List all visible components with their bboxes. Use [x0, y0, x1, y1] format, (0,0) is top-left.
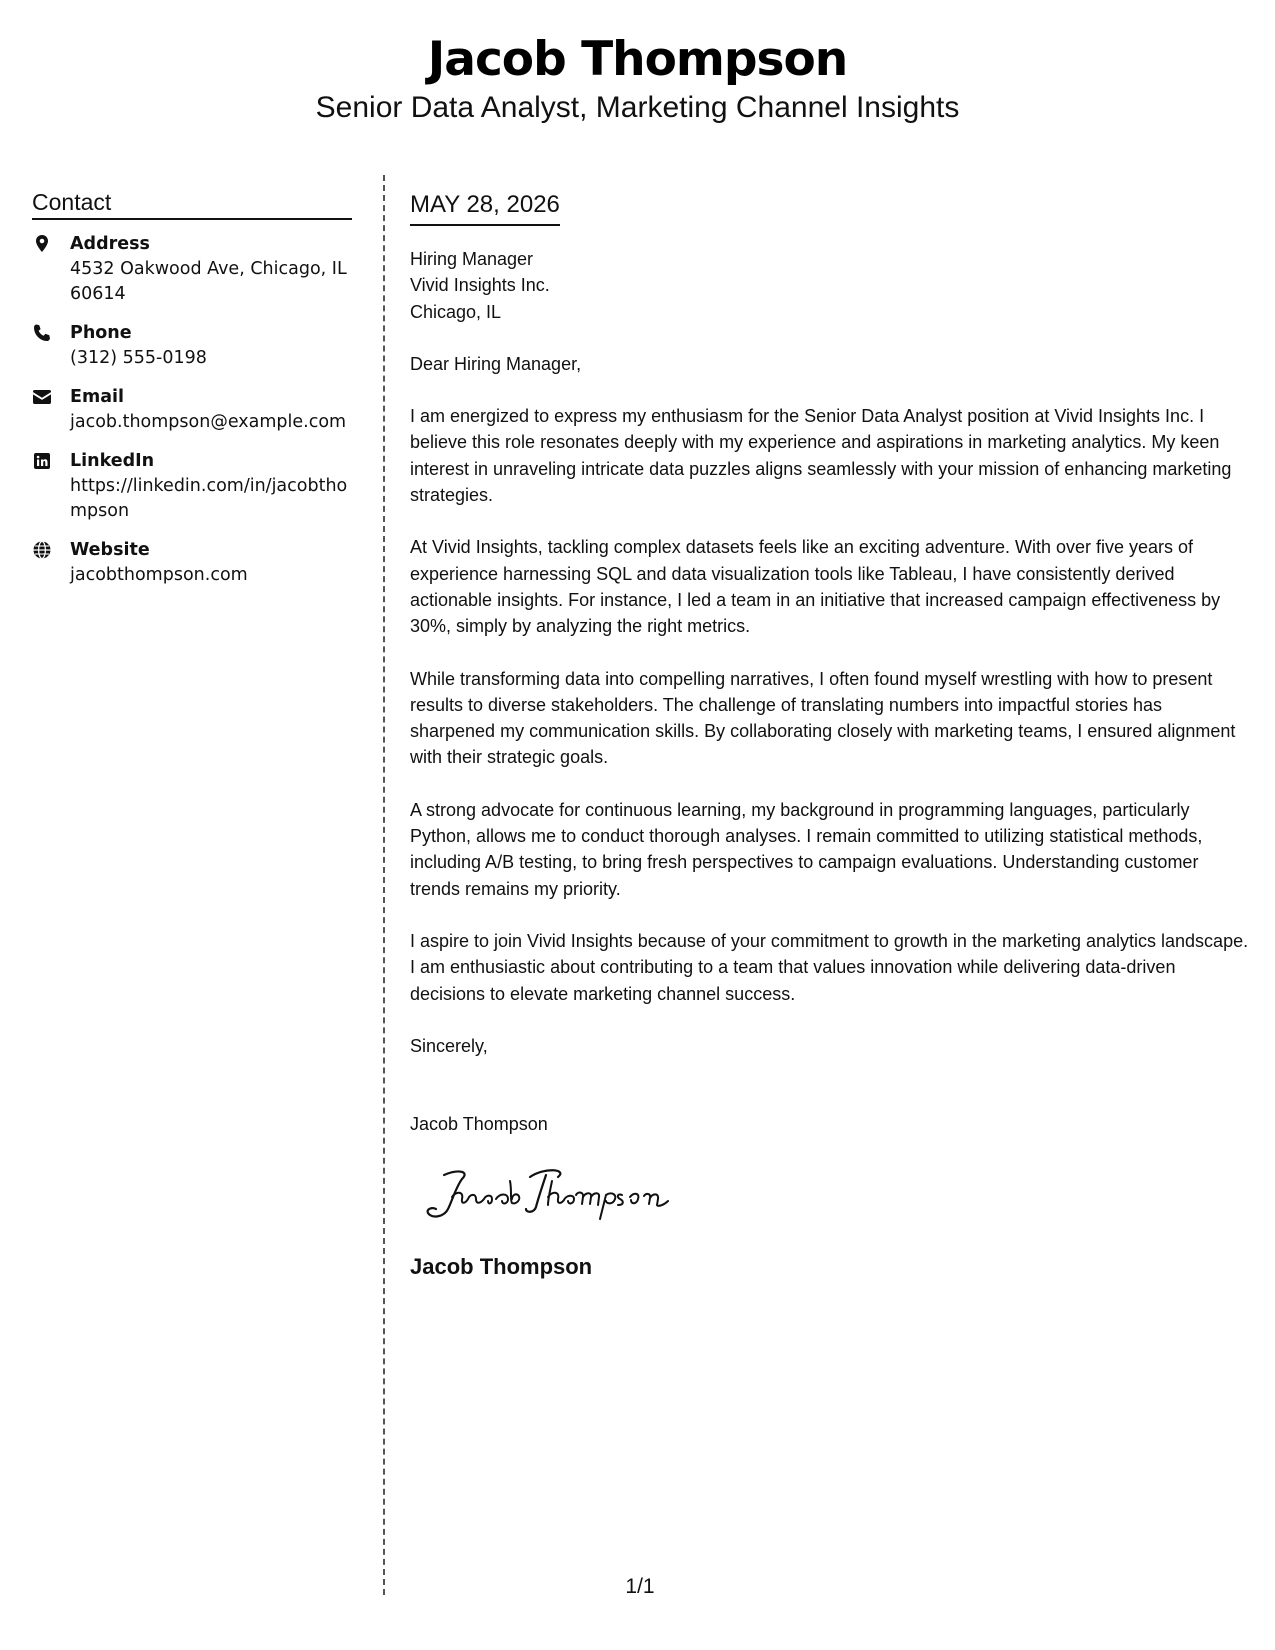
body-paragraph: A strong advocate for continuous learning, my background in programming languages, particularly Python, allows me to conduct thorough analyses. I remain committed to utilizing statistical methods, including A/B testing, to bring fresh perspectives to campaign evaluations. Understanding customer trends remains my priority.	[410, 799, 1203, 899]
contact-value-linkedin[interactable]: https://linkedin.com/in/jacobthompson	[70, 476, 348, 521]
body-paragraph: I aspire to join Vivid Insights because of your commitment to growth in the marketing analytics landscape. I am enthusiastic about contributing to a team that values innovation while delivering data-driven decisions to elevate marketing channel success.	[410, 930, 1249, 1004]
globe-icon	[32, 538, 70, 560]
contact-label-email: Email	[70, 387, 124, 407]
contact-label-address: Address	[70, 234, 150, 254]
recipient-block	[410, 246, 1250, 325]
contact-item-email	[32, 385, 352, 435]
contact-value-email: jacob.thompson@example.com	[70, 412, 347, 432]
contact-value-address: 4532 Oakwood Ave, Chicago, IL 60614	[70, 259, 347, 304]
body-paragraph: I am energized to express my enthusiasm for the Senior Data Analyst position at Vivid Insights Inc. I believe this role resonates deeply with my experience and aspirations in marketing analytics. My keen interest in unraveling intricate data puzzles aligns seamlessly with your mission of enhancing marketing strategies.	[410, 406, 1232, 506]
recipient-line: Hiring Manager	[410, 249, 534, 269]
signed-name: Jacob Thompson	[410, 1253, 593, 1279]
letter-body	[410, 190, 1250, 1281]
letter-date: MAY 28, 2026	[410, 190, 560, 226]
contact-value-website[interactable]: jacobthompson.com	[70, 565, 248, 585]
contact-label-phone: Phone	[70, 323, 132, 343]
body-paragraph: At Vivid Insights, tackling complex datasets feels like an exciting adventure. With over five years of experience harnessing SQL and data visualization tools like Tableau, I have consistently derived actionable insights. For instance, I led a team in an initiative that increased campaign effectiveness by 30%, simply by analyzing the right metrics.	[410, 537, 1221, 637]
page-number: 1/1	[625, 1575, 655, 1598]
salutation: Dear Hiring Manager,	[410, 353, 582, 374]
contact-item-linkedin	[32, 449, 352, 524]
contact-item-address	[32, 232, 352, 307]
body-paragraph: While transforming data into compelling narratives, I often found myself wrestling with how to present results to diverse stakeholders. The challenge of translating numbers into impactful stories has sharpened my communication skills. By collaborating closely with marketing teams, I ensured alignment with their strategic goals.	[410, 668, 1236, 768]
applicant-name: Jacob Thompson	[427, 32, 848, 87]
recipient-line: Chicago, IL	[410, 301, 502, 322]
column-divider	[383, 175, 385, 1595]
phone-icon	[32, 321, 70, 343]
contact-heading: Contact	[32, 188, 352, 220]
contact-value-phone: (312) 555-0198	[70, 348, 207, 368]
envelope-icon	[32, 385, 70, 407]
linkedin-icon	[32, 449, 70, 471]
contact-sidebar	[32, 188, 352, 602]
closing-name: Jacob Thompson	[410, 1114, 548, 1135]
letter-header	[0, 30, 1275, 128]
closing: Sincerely,	[410, 1035, 488, 1056]
contact-label-website: Website	[70, 540, 150, 560]
recipient-line: Vivid Insights Inc.	[410, 275, 550, 296]
contact-item-website	[32, 538, 352, 588]
contact-label-linkedin: LinkedIn	[70, 451, 155, 471]
map-pin-icon	[32, 232, 70, 254]
handwritten-signature	[418, 1163, 678, 1225]
contact-item-phone	[32, 321, 352, 371]
applicant-title: Senior Data Analyst, Marketing Channel Insights	[315, 91, 960, 124]
